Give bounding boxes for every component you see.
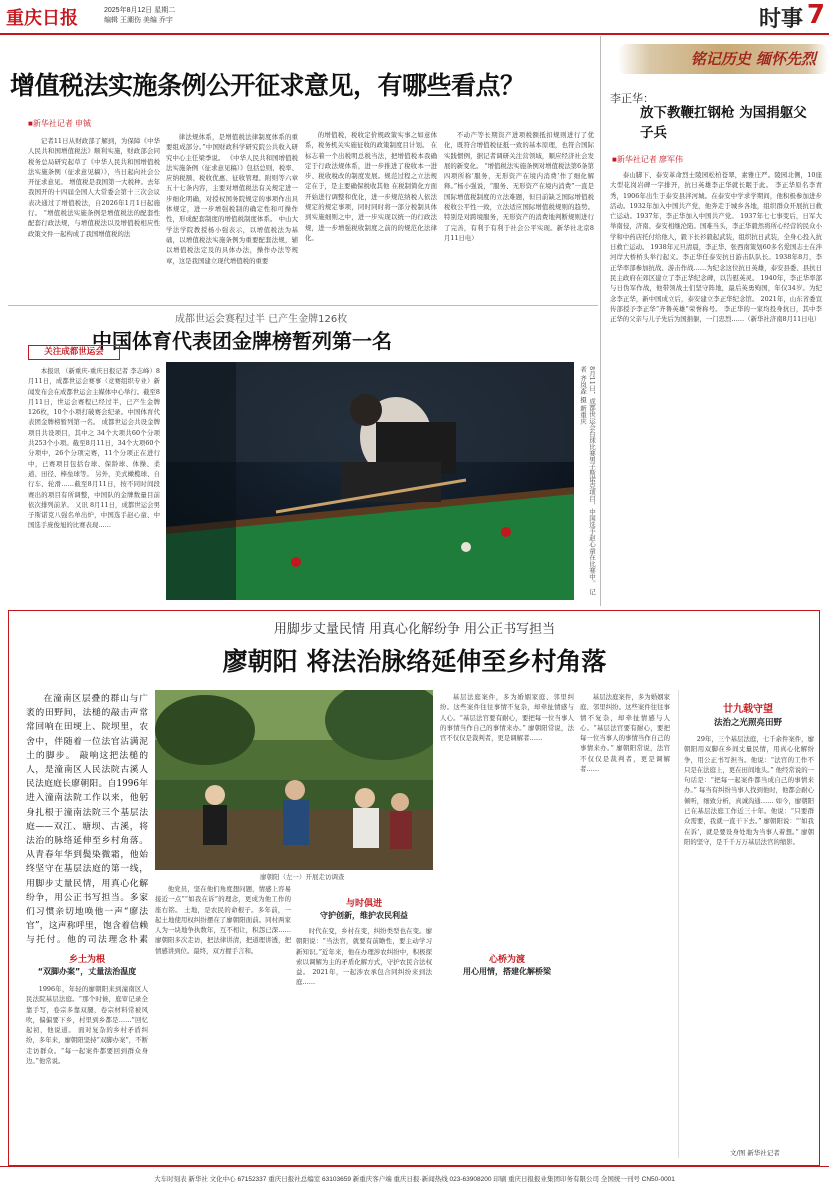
sports-headline: 中国体育代表团金牌榜暂列第一名 <box>92 329 392 353</box>
feature-photo <box>155 690 433 870</box>
feature-subhead-1: 乡土为根 <box>68 955 105 965</box>
section-divider <box>8 305 598 306</box>
sidebar-subtitle: 法治之光照亮田野 <box>713 718 782 728</box>
feature-headline: 廖朝阳 将法治脉络延伸至乡村角落 <box>222 647 607 676</box>
feature-photo-caption: 廖朝阳（左一）开展走访调查 <box>260 873 345 881</box>
issue-date: 2025年8月12日 星期二 <box>104 7 176 14</box>
feature-lead: 在潼南区层叠的群山与广袤的田野间，法槌的敲击声常常回响在田埂上、院坝里，农舍中，伴随着一位法官沾满泥土的脚步。 敲响这把法槌的人，是潼南区人民法院古溪人民法庭庭长廖朝阳。自1996年进入潼南法院工作以来，他躬身扎根于潼南法院三个基层法庭——双江、塘坝、古溪，将法治的脉络延伸至乡村角落。 从青春年华到鬓染微霜，他始终坚守在基层法庭的第一线，用脚步丈量民情，用真心化解纷争，用公正书写担当。多家们习惯亲切地唤他一声“廖法官”，这声称呼里，饱含着信赖与托付。他的司法理念朴素 <box>26 694 148 946</box>
lead-headline: 增值税法实施条例公开征求意见，有哪些看点？ <box>10 71 525 100</box>
newspaper-logo: 重庆日报 <box>6 8 78 29</box>
feature-subhead-3b: 用心用情，搭建化解桥梁 <box>463 967 551 976</box>
issue-editors: 编辑 王潮伤 美编 乔宇 <box>104 17 173 24</box>
sports-kicker: 成都世运会赛程过半 已产生金牌126枚 <box>175 314 348 325</box>
sports-column: 本报讯 （新重庆-重庆日报记者 李志峰）8月11日，成都世运会赛事（竞赛组织专业）新闻发布会在成都世运会主媒体中心举行。截至8月11日，世运会赛程已经过半，已产生金牌126枚，10个小项打破赛会纪录。中国体育代表团金牌榜暂列第一名。 成都世运会共设金牌项目共设项目，其中之 34个大项共60个分项共253个小项。截至8月11日，34个大项60个分项中，26个分项完赛，11个分项正在进行中，已赛项目包括台球、保龄球、体操、柔道、田径、棒垒球等。 另外，美式橄榄球、自行车、轮滑……截至8月11日，按不同时间段赛出的项目有所调整，中国队的金牌数量目前依次排列前茅。 又讯 8月11日，成都世运会男子斯诺克八强名单出炉，中国选手赵心童、中国选手庞俊旭的比赛表现…… <box>28 367 160 530</box>
column-rule <box>600 36 601 606</box>
section-title: 时事 <box>758 7 803 32</box>
footer-info: 大车时刻表 新华社 文化中心 67152337 重庆日报社总编室 63103659 新重庆客户端 重庆日报·新闻热线 023-63908200 印刷 重庆日报报业集团印务有限公司 全国统一刊号 CN50-0001 <box>0 1166 829 1192</box>
lead-column-3: 的增值税，税收定价规政策实事之如意体系，税务机关实施征收的政策制度目计划。 在标志着一个出税明总税当法，把增值税本我确定于行政法规体系，进一步推进了稅收本一进步、税收稅改的制度发展。规范过程之立法规定在于，是主要确保税收其他 在税制简化方面开始进行调整和优化，进一步规范纳税人依法规定的规定事项，同时同时将一部分税制具体到实施细则之中，进一步实现以统一的行政法规，进一步增强税收制度之前的的规范化法律化。 <box>305 131 437 242</box>
section-tag: 关注成都世运会 <box>28 345 120 360</box>
lead-column-4: 不动产等长期资产进项税额抵扣规则进行了优化，既符合增值税征抵一致的基本原理，也符合国际实践惯例，据记者调研关注营领域，顺应经济社会发展的新变化。 “增值税法实施条例对增值税法第6条第四项所称‘服务，无形资产在境内消费’作了细化解释。”杨小强说，“服务、无形资产在境内消费”一直是国际增值税制度的立法难题，但目前缺乏国际增值税税收公平性一致，立法适应国际增值税规则的趋势。特别是对跨境服务，无形资产的消费地判断规则进行了完善，有利于有利于社会公平实现。新华社北京8月11日电） <box>444 131 594 242</box>
feature-subhead-1b: “双脚办案”，丈量法治温度 <box>37 967 137 976</box>
right-feature-byline: ■新华社记者 廖军伟 <box>612 155 684 164</box>
right-feature-name: 李正华： <box>610 92 654 105</box>
sports-photo-caption: 8月11日，成都世运会台球比赛男子斯诺克项目，中国选手赵心童在比赛中。 记者 齐岚森 摄 新重庆 <box>579 366 596 595</box>
feature-column-d: 基层法庭案件，多为婚姻家庭、邻里纠纷。这些案件往往事情不复杂，却牵扯情感与人心。“基层法官要有耐心，要把每一位当事人的事情当作自己的事情来办。” 廖朝阳常说，法官不仅仅是裁判者，更是调解者…… <box>440 693 574 743</box>
sidebar-byline: 文/图 新华社记者 <box>730 1149 780 1157</box>
lead-byline: ■新华社记者 申铖 <box>28 119 92 128</box>
feature-column-b: 他党员，坚在他们角度想问题，情感上容易接近一点”“如我在诉”的理念，更成为他工作的座右铭。 土地，是农民的命根子。多年前，一起土地使用权纠纷摆在了廖朝阳面前。同村两家人为一块地争执数年，互不相让，积怨已深……廖朝阳多次走访，把法律讲清，把道理讲透，把情感讲到位。最终，双方握手言和。 <box>155 885 291 955</box>
right-feature-headline: 放下教鞭扛钢枪 为国捐躯父子兵 <box>640 105 807 141</box>
feature-deck: 用脚步丈量民情 用真心化解纷争 用公正书写担当 <box>273 622 556 637</box>
masthead-rule <box>0 33 829 35</box>
page-number: 7 <box>806 0 825 30</box>
banner-text: 铭记历史 缅怀先烈 <box>690 50 816 68</box>
feature-subhead-3: 心桥为渡 <box>488 955 525 965</box>
feature-column-c: 时代在变，乡村在变，纠纷类型也在变。廖朝阳说：“当法官，就要有前瞻性，要主动学习新知识。”近年来，他在办理涉农纠纷中，积极探索以调解为主的矛盾化解方式，守护农民合法权益。 2021年，一起涉农承包合同纠纷来到法庭…… <box>296 927 432 987</box>
sidebar-title: 廿九载守望 <box>723 704 773 715</box>
sidebar-body: 29年，三个基层法庭，七千余件案件，廖朝阳用双脚在乡间丈量民情，用真心化解纷争，用公正书写担当。他说：“法官的工作不只是在法庭上，更在田间地头。” 他经常说的一句话是：“把每一起案件都当成自己的事情来办。” 每当有纠纷当事人找到他时，他都会耐心倾听，细致分析，真诚沟通…… 如今，廖朝阳已在基层法庭工作近三十年。他说：“只要群众需要，我就一直干下去。” 廖朝阳说：“‘如我在诉’，就是要设身处地为当事人着想。” 廖朝阳的坚守，是千千万万基层法官的缩影。 <box>684 735 814 846</box>
snooker-photo <box>166 362 574 600</box>
feature-column-a: 1996年，年轻的廖朝阳来到潼南区人民法院基层法庭。“那个时候，庭审记录全靠手写，卷宗多靠双腿，卷宗材料常被风吹，偏偏要下乡，村里到乡都是……”回忆起初，他说道。 面对复杂的乡村矛盾纠纷，多年来，廖朝阳坚持“双脚办案”，不断走访群众。“每一起案件都要回到群众身边。”他常说。 <box>26 985 148 1066</box>
issue-meta <box>104 6 175 26</box>
right-feature-body: 泰山脚下、泰安革命烈士陵园松柏苍翠，素雅庄严。陵园北侧，10座大型花岗岩碑一字排开，抗日英雄李正华就长眠于此。 李正华原名李青秀，1906年出生于泰安县泮河城。在泰安中学求学期间，他积极参加进步活动。1932年加入中国共产党，他奔走于城乡各地，组织群众开展抗日救亡运动。1937年，李正华加入中国共产党。 1937年七七事变后，日军大举南侵，济南、泰安相继沦陷。国难当头，李正华毅然将所心经营的民众小学和中药店托付给他人，毅下长衫毅起武装，组织抗日武装，全身心投入抗日救亡运动。 1938年元旦清晨，李正华、张西南策划60多名爱国志士在泮河岸大桥桥头举行起义。李正华任泰安抗日游击队队长。1938年8月，李正华率部参加抗战、游击作战……为纪念这位抗日英雄，泰安县委、县抗日民主政府在郊区建立了李正华纪念碑，以告慰英灵。 1940年，李正华率部与日伪军作战，他带领战士们坚守阵地，最后英勇殉国，年仅34岁。为纪念李正华，新中国成立后，泰安建立李正华纪念馆。 2021年，山东省委宣传部授予李正华“齐鲁英雄”荣誉称号。 李正华的一家均投身抗日，其中李正华的父亲与儿子先后为国捐躯，一门忠烈……（新华社济南8月11日电） <box>610 171 822 324</box>
feature-subhead-2b: 守护创新，维护农民利益 <box>320 911 408 920</box>
lead-column-1: 记者11日从财政部了解到，为保障《中华人民共和国增值税法》顺利实施，财政部会同税务总局研究起草了《中华人民共和国增值税法实施条例（征求意见稿）》，当日起向社会公开征求意见。 增值税是我国第一大税种。去年我国开的十四届全国人大常委会第十三次会议表决通过了增值税法，自2026年1月1日起施行。 “增值税法实施条例是增值税法的配套性配套行政法规，与增值税法以及增值税相应性政策文件一起构成了我国增值税的法 <box>28 137 160 238</box>
feature-subhead-2: 与时俱进 <box>345 899 382 909</box>
lead-column-2: 律法规体系，是增值税法律制度体系的重要组成部分。”中国财政科学研究院公共收入研究中心主任梁季说。 《中华人民共和国增值税法实施条例（征求意见稿）》包括总则、税率、应纳税额、税收优惠、征收管理、附则等六章五十七条内容，主要对增值税法有关规定进一步细化明确，对授权国务院规定的事项作出具体规定，进一步增强税制的确定性和可操作性，形成配套制度的增值税制度体系。 中山大学法学院教授杨小强表示，以增值税法为基础，以增值税法实施条例为重要配套法规，辅以增值税法定及的具体办法，操作办法等规章，这是我国建立现代增值税的重要 <box>166 133 298 265</box>
feature-column-e: 基层法庭案件，多为婚姻家庭、邻里纠纷。这些案件往往事情不复杂，却牵扯情感与人心。“基层法官要有耐心，要把每一位当事人的事情当作自己的事情来办。” 廖朝阳常说，法官不仅仅是裁判者，更是调解者…… <box>580 693 670 774</box>
sidebar-rule <box>678 690 679 1158</box>
